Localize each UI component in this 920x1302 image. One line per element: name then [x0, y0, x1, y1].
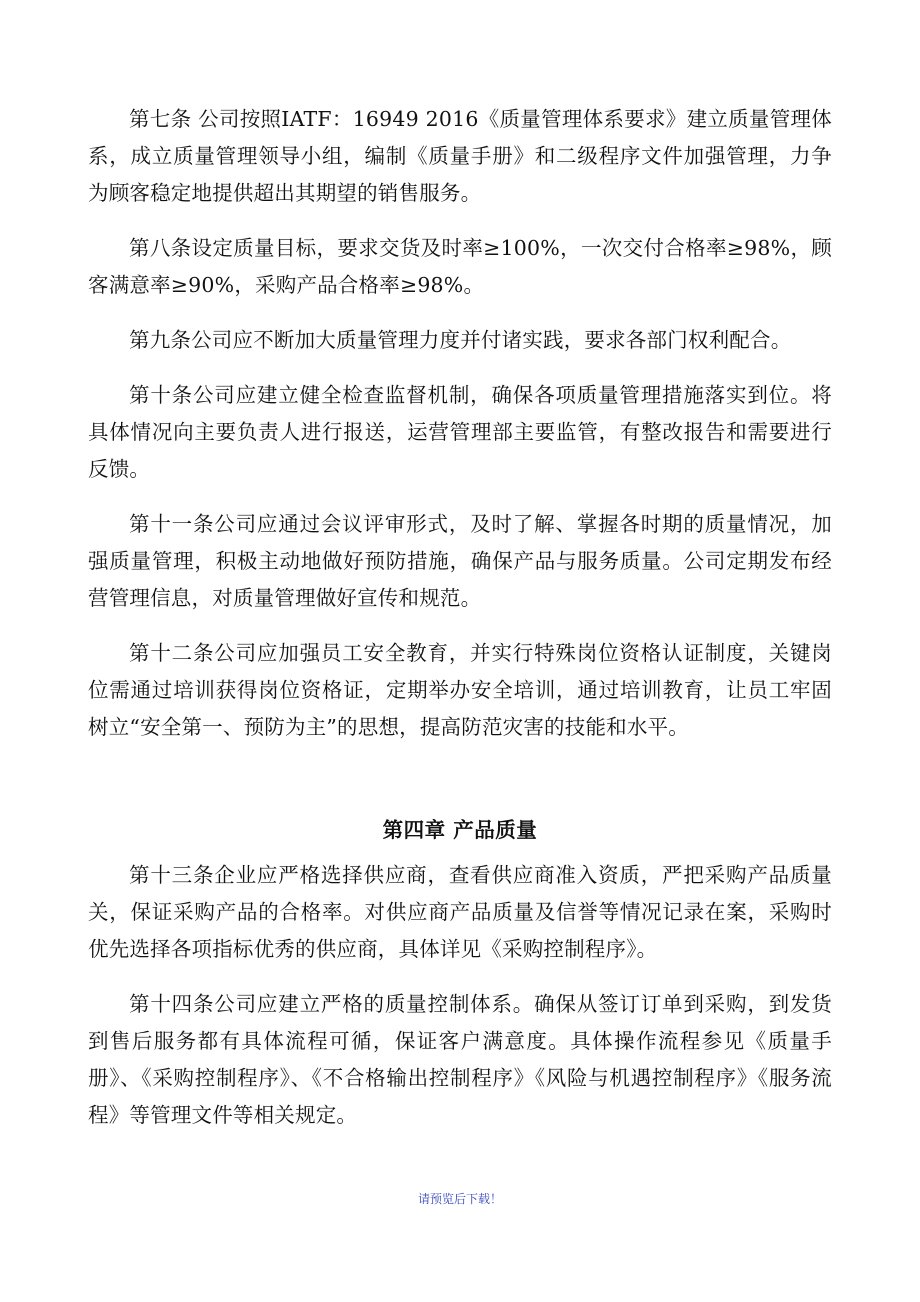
paragraph-article-14: 第十四条公司应建立严格的质量控制体系。确保从签订订单到采购，到发货到售后服务都有具体流程可循，保证客户满意度。具体操作流程参见《质量手册》、《采购控制程序》、《不合格输出控制程序》《风险与机遇控制程序》《服务流程》等管理文件等相关规定。	[88, 992, 832, 1127]
download-notice-footer: 请预览后下载！	[417, 1192, 502, 1206]
paragraph-article-7: 第七条 公司按照IATF：16949 2016《质量管理体系要求》建立质量管理体系，成立质量管理领导小组，编制《质量手册》和二级程序文件加强管理，力争为顾客稳定地提供超出其期望的销售服务。	[88, 107, 832, 205]
paragraph-article-9: 第九条公司应不断加大质量管理力度并付诸实践，要求各部门权利配合。	[129, 328, 792, 352]
document-body	[88, 101, 832, 1152]
paragraph-article-10: 第十条公司应建立健全检查监督机制，确保各项质量管理措施落实到位。将具体情况向主要负责人进行报送，运营管理部主要监管，有整改报告和需要进行反馈。	[88, 383, 832, 481]
paragraph-article-13: 第十三条企业应严格选择供应商，查看供应商准入资质，严把采购产品质量关，保证采购产品的合格率。对供应商产品质量及信誉等情况记录在案，采购时优先选择各项指标优秀的供应商，具体详见《采购控制程序》。	[88, 863, 832, 961]
chapter-title: 第四章 产品质量	[382, 818, 538, 842]
chapter-spacer	[88, 764, 832, 812]
paragraph-article-11: 第十一条公司应通过会议评审形式，及时了解、掌握各时期的质量情况，加强质量管理，积极主动地做好预防措施，确保产品与服务质量。公司定期发布经营管理信息，对质量管理做好宣传和规范。	[88, 512, 832, 610]
paragraph-article-8: 第八条设定质量目标，要求交货及时率≥100%，一次交付合格率≥98%，顾客满意率≥90%，采购产品合格率≥98%。	[88, 236, 832, 297]
paragraph-article-12: 第十二条公司应加强员工安全教育，并实行特殊岗位资格认证制度，关键岗位需通过培训获得岗位资格证，定期举办安全培训，通过培训教育，让员工牢固树立“安全第一、预防为主”的思想，提高防范灾害的技能和水平。	[88, 641, 832, 739]
